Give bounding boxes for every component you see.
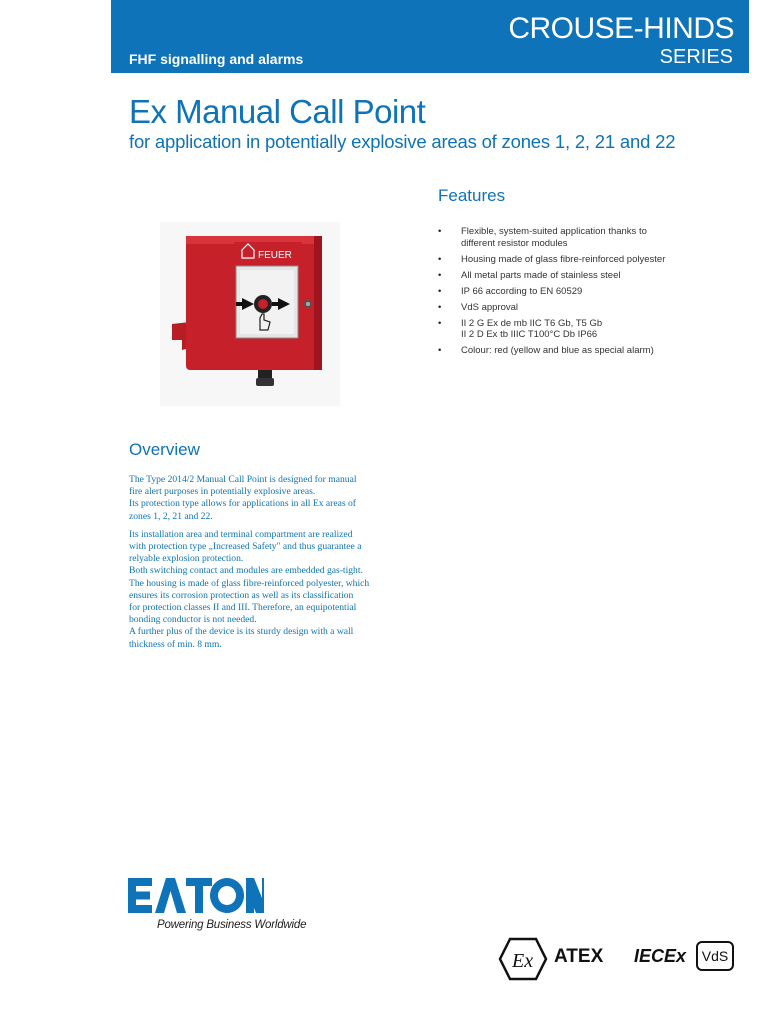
feuer-label: FEUER	[258, 250, 292, 261]
page-title: Ex Manual Call Point	[129, 93, 426, 130]
features-heading: Features	[438, 186, 506, 205]
overview-paragraph: The Type 2014/2 Manual Call Point is designed for manual fire alert purposes in potentially explosive areas. Its protection type allows for applications in all Ex areas of zones 1, 2, 21 and 22.	[129, 474, 357, 522]
overview-paragraph: Its installation area and terminal compartment are realized with protection type „Increased Safety" and thus guarantee a relyable explosion protection. Both switching contact and modules are embedded gas-tight. The housing is made of glass fibre-reinforced polyester, which ensures its corrosion protection as well as its classification for protection classes II and III. Therefore, an equipotential bonding conductor is not needed. A further plus of the device is its sturdy design with a wall thickness of min. 8 mm.	[129, 528, 370, 650]
page-subtitle: for application in potentially explosive areas of zones 1, 2, 21 and 22	[129, 131, 676, 152]
brand-name: CROUSE-HINDS	[508, 12, 734, 45]
manual-call-point-image	[160, 222, 340, 406]
feature-item: • IP 66 according to EN 60529	[438, 286, 738, 298]
overview-text	[129, 474, 414, 657]
ex-hexagon-icon	[498, 937, 548, 981]
iecex-mark: IECEx	[634, 946, 687, 966]
vds-mark: VdS	[696, 941, 734, 971]
certification-marks	[498, 933, 738, 981]
feature-item: • VdS approval	[438, 302, 738, 314]
features-list	[438, 226, 738, 361]
atex-mark: ATEX	[554, 946, 604, 967]
feature-item: • Colour: red (yellow and blue as special alarm)	[438, 345, 738, 357]
overview-heading: Overview	[129, 440, 200, 459]
eaton-logo	[128, 878, 264, 914]
feature-item: • Housing made of glass fibre-reinforced polyester	[438, 254, 738, 266]
svg-text:Ex: Ex	[512, 950, 534, 972]
eaton-tagline: Powering Business Worldwide	[157, 919, 307, 931]
feature-item: • Flexible, system-suited application thanks to different resistor modules	[438, 226, 738, 249]
feature-item: • II 2 G Ex de mb IIC T6 Gb, T5 Gb II 2 D Ex tb IIIC T100°C Db IP66	[438, 318, 738, 341]
section-label: FHF signalling and alarms	[129, 51, 304, 67]
brand-series: SERIES	[659, 46, 733, 68]
feature-item: • All metal parts made of stainless steel	[438, 270, 738, 282]
